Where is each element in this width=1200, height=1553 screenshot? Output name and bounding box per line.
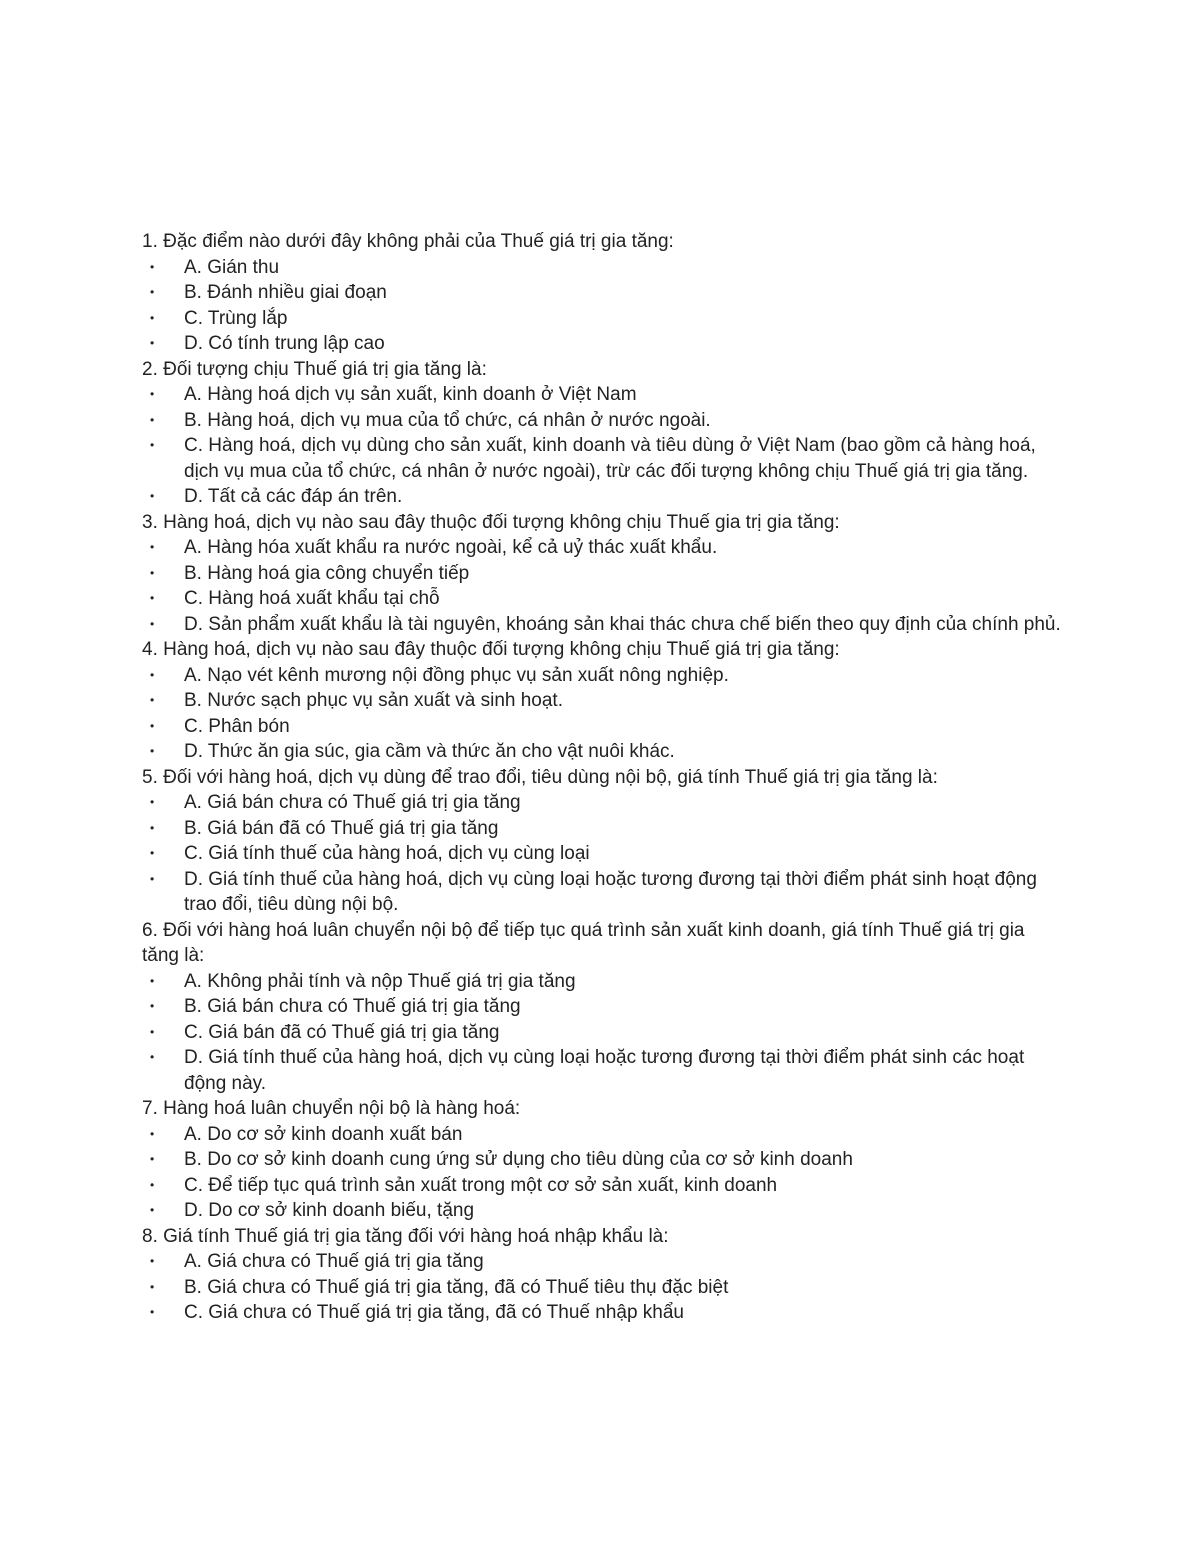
option-item [142,612,1062,638]
option-item [142,382,1062,408]
option-text: B. Giá chưa có Thuế giá trị gia tăng, đã có Thuế tiêu thụ đặc biệt [184,1276,729,1298]
option-text: D. Có tính trung lập cao [184,333,385,354]
option-item [142,484,1062,510]
option-text: B. Hàng hoá, dịch vụ mua của tổ chức, cá nhân ở nước ngoài. [184,409,711,431]
option-item [142,280,1062,306]
question-6 [142,918,1062,1097]
option-text: C. Giá tính thuế của hàng hoá, dịch vụ cùng loại [184,843,590,864]
question-8 [142,1224,1062,1326]
bullet-icon: • [150,667,155,682]
option-list [142,382,1062,510]
bullet-icon: • [150,795,155,809]
bullet-icon: • [150,285,155,299]
question-text: 1. Đặc điểm nào dưới đây không phải của Thuế giá trị gia tăng: [142,231,674,252]
option-list [142,1122,1062,1224]
bullet-icon: • [150,718,155,733]
bullet-icon: • [150,846,155,860]
question-text: 3. Hàng hoá, dịch vụ nào sau đây thuộc đối tượng không chịu Thuế gia trị gia tăng: [142,511,840,533]
bullet-icon: • [150,1254,155,1268]
option-text: B. Giá bán chưa có Thuế giá trị gia tăng [184,996,521,1017]
option-list [142,535,1062,637]
option-item [142,1275,1062,1301]
bullet-icon: • [150,438,155,452]
question-text: 4. Hàng hoá, dịch vụ nào sau đây thuộc đối tượng không chịu Thuế giá trị gia tăng: [142,639,840,660]
option-item [142,586,1062,612]
option-list [142,790,1062,918]
option-text: A. Hàng hóa xuất khẩu ra nước ngoài, kể cả uỷ thác xuất khẩu. [184,537,718,558]
option-text: C. Phân bón [184,715,290,737]
option-text: A. Gián thu [184,256,280,278]
bullet-icon: • [150,744,155,758]
option-text: B. Nước sạch phục vụ sản xuất và sinh hoạt. [184,690,563,711]
bullet-icon: • [150,591,155,605]
question-text: 8. Giá tính Thuế giá trị gia tăng đối với hàng hoá nhập khẩu là: [142,1225,669,1247]
option-text: B. Do cơ sở kinh doanh cung ứng sử dụng cho tiêu dùng của cơ sở kinh doanh [184,1149,853,1170]
option-item [142,408,1062,434]
bullet-icon: • [150,259,155,274]
question-1 [142,229,1062,357]
bullet-icon: • [150,310,155,325]
document-page [142,229,1062,1326]
option-item [142,306,1062,332]
option-text: D. Sản phẩm xuất khẩu là tài nguyên, khoáng sản khai thác chưa chế biến theo quy định của chính phủ. [184,613,1061,635]
option-item [142,688,1062,714]
question-text: 6. Đối với hàng hoá luân chuyển nội bộ để tiếp tục quá trình sản xuất kinh doanh, giá tính Thuế giá trị gia tăng là: [142,919,1025,966]
option-item [142,1173,1062,1199]
bullet-icon: • [150,1126,155,1141]
question-4 [142,637,1062,765]
option-item [142,841,1062,867]
option-text: D. Do cơ sở kinh doanh biếu, tặng [184,1200,475,1221]
option-text: C. Giá bán đã có Thuế giá trị gia tăng [184,1021,500,1043]
bullet-icon: • [150,565,155,580]
option-item [142,663,1062,689]
option-item [142,969,1062,995]
bullet-icon: • [150,616,155,631]
bullet-icon: • [150,1203,155,1217]
option-item [142,561,1062,587]
option-item [142,535,1062,561]
option-text: C. Giá chưa có Thuế giá trị gia tăng, đã có Thuế nhập khẩu [184,1302,685,1323]
option-list [142,255,1062,357]
option-item [142,1020,1062,1046]
option-item [142,790,1062,816]
option-item [142,994,1062,1020]
bullet-icon: • [150,1152,155,1166]
option-item [142,433,1062,484]
option-item [142,816,1062,842]
option-text: A. Do cơ sở kinh doanh xuất bán [184,1123,463,1145]
bullet-icon: • [150,693,155,707]
bullet-icon: • [150,540,155,554]
option-item [142,1300,1062,1326]
option-text: B. Giá bán đã có Thuế giá trị gia tăng [184,817,499,839]
option-item [142,1198,1062,1224]
bullet-icon: • [150,1024,155,1039]
option-item [142,1045,1062,1096]
bullet-icon: • [150,999,155,1013]
bullet-icon: • [150,336,155,350]
option-item [142,1249,1062,1275]
question-text: 7. Hàng hoá luân chuyển nội bộ là hàng hoá: [142,1098,521,1119]
bullet-icon: • [150,1279,155,1294]
option-text: D. Giá tính thuế của hàng hoá, dịch vụ cùng loại hoặc tương đương tại thời điểm phát sinh các hoạt động này. [184,1047,1025,1094]
option-text: C. Hàng hoá xuất khẩu tại chỗ [184,588,440,609]
option-text: A. Giá chưa có Thuế giá trị gia tăng [184,1251,484,1272]
option-text: A. Giá bán chưa có Thuế giá trị gia tăng [184,792,521,813]
option-item [142,714,1062,740]
option-text: A. Hàng hoá dịch vụ sản xuất, kinh doanh ở Việt Nam [184,384,637,405]
bullet-icon: • [150,387,155,401]
option-list [142,1249,1062,1326]
option-list [142,663,1062,765]
option-list [142,969,1062,1097]
option-text: B. Đánh nhiều giai đoạn [184,282,387,303]
question-3 [142,510,1062,638]
option-text: B. Hàng hoá gia công chuyển tiếp [184,562,470,584]
bullet-icon: • [150,1050,155,1064]
option-item [142,331,1062,357]
option-text: A. Không phải tính và nộp Thuế giá trị gia tăng [184,970,576,992]
option-item [142,1122,1062,1148]
question-text: 2. Đối tượng chịu Thuế giá trị gia tăng là: [142,358,487,380]
question-5 [142,765,1062,918]
question-text: 5. Đối với hàng hoá, dịch vụ dùng để trao đổi, tiêu dùng nội bộ, giá tính Thuế giá trị gia tăng là: [142,766,938,788]
option-text: C. Để tiếp tục quá trình sản xuất trong một cơ sở sản xuất, kinh doanh [184,1174,778,1196]
option-item [142,739,1062,765]
option-text: D. Tất cả các đáp án trên. [184,486,403,507]
option-text: D. Giá tính thuế của hàng hoá, dịch vụ cùng loại hoặc tương đương tại thời điểm phát sinh hoạt động trao đổi, tiêu dùng nội bộ. [184,868,1037,915]
option-text: C. Hàng hoá, dịch vụ dùng cho sản xuất, kinh doanh và tiêu dùng ở Việt Nam (bao gồm cả hàng hoá, dịch vụ mua của tổ chức, cá nhân ở nước ngoài), trừ các đối tượng không chịu Thuế giá trị gia tăng. [184,435,1036,482]
bullet-icon: • [150,489,155,503]
option-text: C. Trùng lắp [184,307,288,329]
bullet-icon: • [150,871,155,886]
bullet-icon: • [150,412,155,427]
option-item [142,255,1062,281]
option-text: D. Thức ăn gia súc, gia cầm và thức ăn cho vật nuôi khác. [184,741,675,762]
bullet-icon: • [150,1177,155,1192]
bullet-icon: • [150,1305,155,1319]
bullet-icon: • [150,820,155,835]
bullet-icon: • [150,973,155,988]
question-7 [142,1096,1062,1224]
option-item [142,1147,1062,1173]
question-2 [142,357,1062,510]
option-item [142,867,1062,918]
option-text: A. Nạo vét kênh mương nội đồng phục vụ sản xuất nông nghiệp. [184,664,729,686]
